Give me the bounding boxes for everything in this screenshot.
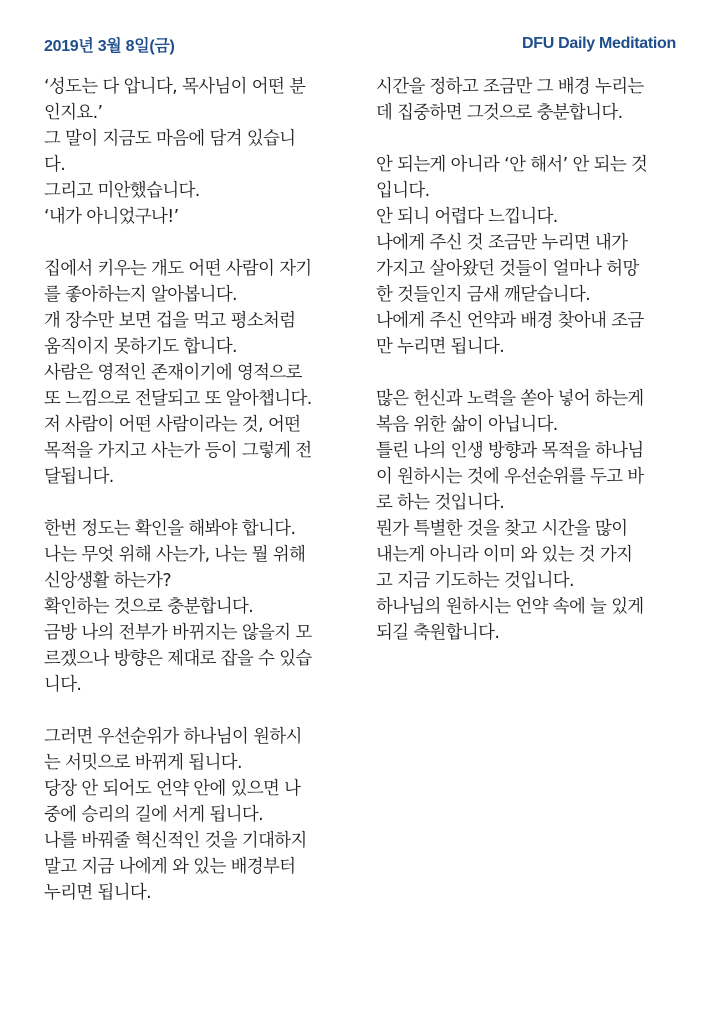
text-line: 는 서밋으로 바뀌게 됩니다. xyxy=(44,753,242,773)
text-line: 한번 정도는 확인을 해봐야 합니다. xyxy=(44,519,296,539)
page-header xyxy=(44,32,676,56)
text-line: 내는게 아니라 이미 와 있는 것 가지 xyxy=(376,545,633,565)
text-line: 안 되니 어렵다 느낍니다. xyxy=(376,207,558,227)
text-line: 입니다. xyxy=(376,181,430,201)
text-line: 신앙생활 하는가? xyxy=(44,571,171,591)
paragraph xyxy=(376,74,676,126)
text-line: 움직이지 못하기도 합니다. xyxy=(44,337,237,357)
text-line: 또 느낌으로 전달되고 또 알아챕니다. xyxy=(44,389,312,409)
text-line: 되길 축원합니다. xyxy=(376,623,500,643)
text-line: 누리면 됩니다. xyxy=(44,883,152,903)
left-column xyxy=(44,74,344,932)
text-line: 그 말이 지금도 마음에 담겨 있습니 xyxy=(44,129,296,149)
text-line: 한 것들인지 금새 깨닫습니다. xyxy=(376,285,591,305)
paragraph xyxy=(44,724,344,906)
text-line: 만 누리면 됩니다. xyxy=(376,337,505,357)
paragraph xyxy=(376,152,676,360)
text-line: 말고 지금 나에게 와 있는 배경부터 xyxy=(44,857,296,877)
text-line: 데 집중하면 그것으로 충분합니다. xyxy=(376,103,623,123)
text-line: 나를 바꿔줄 혁신적인 것을 기대하지 xyxy=(44,831,307,851)
paragraph xyxy=(44,516,344,698)
text-line: 사람은 영적인 존재이기에 영적으로 xyxy=(44,363,302,383)
paragraph xyxy=(44,256,344,490)
text-line: 집에서 키우는 개도 어떤 사람이 자기 xyxy=(44,259,312,279)
text-line: 하나님의 원하시는 언약 속에 늘 있게 xyxy=(376,597,644,617)
text-line: 르겠으나 방향은 제대로 잡을 수 있습 xyxy=(44,649,312,669)
text-line: 금방 나의 전부가 바뀌지는 않을지 모 xyxy=(44,623,312,643)
text-line: 그러면 우선순위가 하나님이 원하시 xyxy=(44,727,302,747)
text-line: 인지요.’ xyxy=(44,103,103,123)
text-line: 를 좋아하는지 알아봅니다. xyxy=(44,285,237,305)
text-line: 나에게 주신 것 조금만 누리면 내가 xyxy=(376,233,628,253)
text-line: 나는 무엇 위해 사는가, 나는 뭘 위해 xyxy=(44,545,306,565)
text-line: ‘성도는 다 압니다, 목사님이 어떤 분 xyxy=(44,77,306,97)
text-line: 뭔가 특별한 것을 찾고 시간을 많이 xyxy=(376,519,628,539)
text-line: 틀린 나의 인생 방향과 목적을 하나님 xyxy=(376,441,644,461)
text-line: 중에 승리의 길에 서게 됩니다. xyxy=(44,805,264,825)
text-line: 확인하는 것으로 충분합니다. xyxy=(44,597,254,617)
text-line: 가지고 살아왔던 것들이 얼마나 허망 xyxy=(376,259,639,279)
header-title: DFU Daily Meditation xyxy=(521,35,676,52)
text-line: 목적을 가지고 사는가 등이 그렇게 전 xyxy=(44,441,312,461)
text-line: 개 장수만 보면 겁을 먹고 평소처럼 xyxy=(44,311,296,331)
right-column xyxy=(376,74,676,672)
text-line: 다. xyxy=(44,155,66,175)
text-line: 안 되는게 아니라 ‘안 해서’ 안 되는 것 xyxy=(376,155,648,175)
text-line: 고 지금 기도하는 것입니다. xyxy=(376,571,574,591)
text-line: 달됩니다. xyxy=(44,467,114,487)
text-line: 저 사람이 어떤 사람이라는 것, 어떤 xyxy=(44,415,301,435)
paragraph xyxy=(376,386,676,646)
text-line: 많은 헌신과 노력을 쏟아 넣어 하는게 xyxy=(376,389,644,409)
text-line: 그리고 미안했습니다. xyxy=(44,181,200,201)
header-date: 2019년 3월 8일(금) xyxy=(44,37,175,55)
text-line: 니다. xyxy=(44,675,82,695)
text-line: 복음 위한 삶이 아닙니다. xyxy=(376,415,558,435)
paragraph xyxy=(44,74,344,230)
text-line: 로 하는 것입니다. xyxy=(376,493,505,513)
text-line: ‘내가 아니었구나!’ xyxy=(44,207,179,227)
text-line: 당장 안 되어도 언약 안에 있으면 나 xyxy=(44,779,301,799)
text-line: 이 원하시는 것에 우선순위를 두고 바 xyxy=(376,467,644,487)
text-line: 나에게 주신 언약과 배경 찾아내 조금 xyxy=(376,311,644,331)
text-line: 시간을 정하고 조금만 그 배경 누리는 xyxy=(376,77,644,97)
